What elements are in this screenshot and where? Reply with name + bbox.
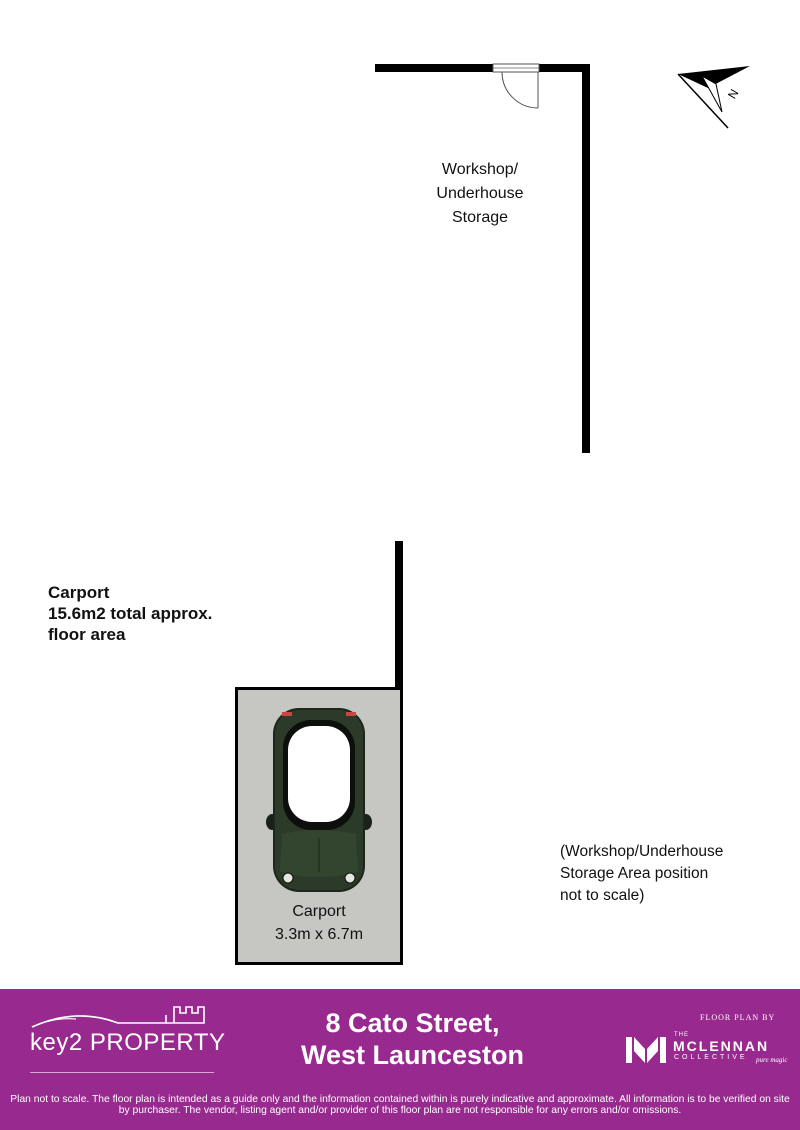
partner-the: THE <box>674 1032 689 1038</box>
partner-name: MCLENNAN <box>673 1038 770 1054</box>
mclennan-logo-mark-icon <box>624 1033 668 1065</box>
partner-collective: COLLECTIVE <box>674 1054 748 1061</box>
brand-underline <box>30 1072 214 1073</box>
workshop-top-wall-left <box>375 64 493 72</box>
carport-room-label: Carport 3.3m x 6.7m <box>274 903 364 943</box>
north-arrow-icon <box>672 62 756 132</box>
footer-banner <box>0 989 800 1130</box>
partner-tagline: pure magic <box>756 1056 788 1064</box>
carport-room <box>235 687 403 965</box>
compass-north-letter: N <box>724 86 742 102</box>
key2-property-wordmark <box>30 1029 225 1057</box>
brand-suffix: PROPERTY <box>89 1029 226 1056</box>
property-address: 8 Cato Street, West Launceston <box>300 1008 525 1070</box>
carport-side-wall <box>395 541 403 691</box>
brand-prefix: key2 <box>30 1029 83 1056</box>
door-icon <box>490 62 542 112</box>
disclaimer-text: Plan not to scale. The floor plan is intended as a guide only and the information contained within is purely indicative and approximate. All information is to be verified on site by purchaser. The vendor, listing agent and/or provider of this floor plan are not responsible for any errors and/or omissions. <box>10 1094 790 1116</box>
floor-plan-by-label: FLOOR PLAN BY <box>700 1013 776 1022</box>
carport-area-summary: Carport 15.6m2 total approx. floor area <box>48 583 213 644</box>
workshop-room-label: Workshop/ Underhouse Storage <box>436 161 524 226</box>
car-icon <box>266 704 372 894</box>
workshop-right-wall <box>582 64 590 453</box>
position-note: (Workshop/Underhouse Storage Area position not to scale) <box>560 843 724 904</box>
